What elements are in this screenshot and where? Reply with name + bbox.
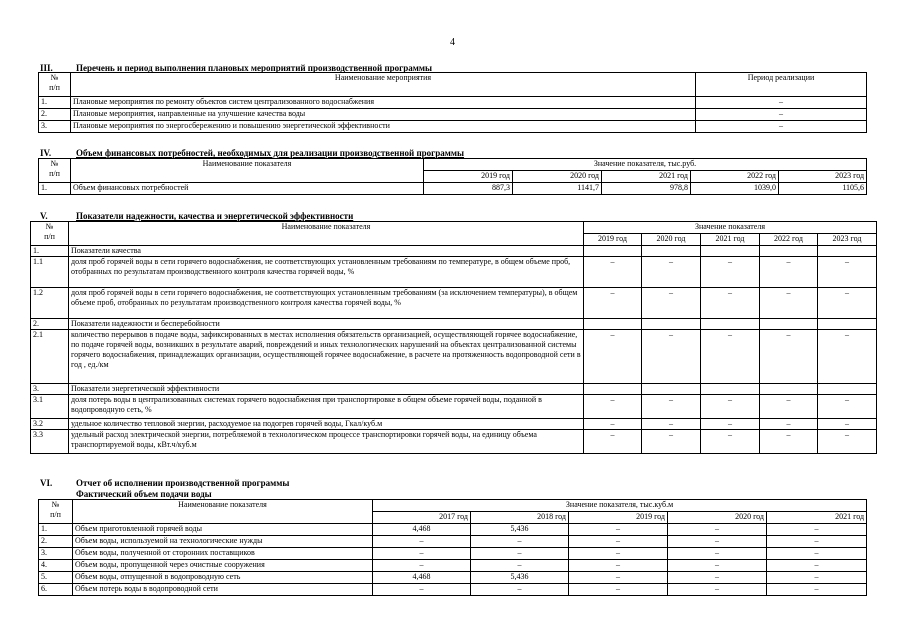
row-value: –	[818, 330, 877, 384]
header-year: 2023 год	[818, 234, 877, 246]
row-name: удельный расход электрической энергии, потребляемой в технологическом процессе транспортировки горячей воды, на единицу объема транспортируемой воды, кВт.ч/куб.м	[69, 430, 584, 454]
row-value: –	[818, 288, 877, 319]
row-value: –	[767, 524, 867, 536]
table-row	[39, 584, 867, 596]
row-number: 2.1	[31, 330, 69, 384]
header-value: Значение показателя	[584, 222, 877, 234]
section-5-title	[40, 211, 353, 221]
header-indicator-name: Наименование показателя	[73, 500, 373, 524]
row-name: Объем воды, полученной от сторонних поставщиков	[73, 548, 373, 560]
row-period: –	[696, 109, 867, 121]
row-value: –	[373, 548, 471, 560]
row-number: 3.2	[31, 419, 69, 430]
row-value: –	[569, 524, 668, 536]
row-number: 3.1	[31, 395, 69, 419]
row-value: –	[584, 330, 642, 384]
financial-needs-table	[38, 158, 867, 195]
row-number: 2.	[39, 109, 71, 121]
section-5-heading: Показатели надежности, качества и энергетической эффективности	[76, 211, 354, 221]
header-number: № п/п	[39, 500, 73, 524]
section-3-number: III.	[40, 63, 53, 73]
row-value: –	[471, 560, 569, 572]
row-value: 5,436	[471, 572, 569, 584]
section-4-number: IV.	[40, 148, 52, 158]
header-year: 2018 год	[471, 512, 569, 524]
header-activity-name: Наименование мероприятия	[71, 73, 696, 97]
row-value: –	[642, 330, 701, 384]
table-row	[31, 419, 877, 430]
row-value: –	[642, 288, 701, 319]
table-row-group	[31, 384, 877, 395]
planned-activities-table	[38, 72, 867, 133]
row-value: –	[701, 419, 760, 430]
table-row	[39, 183, 867, 195]
row-value: 5,436	[471, 524, 569, 536]
row-value: –	[471, 536, 569, 548]
table-row-group	[31, 246, 877, 257]
header-year: 2020 год	[668, 512, 767, 524]
row-value: –	[760, 288, 818, 319]
row-value: –	[569, 548, 668, 560]
section-6-title	[40, 478, 289, 488]
row-number: 3.	[39, 548, 73, 560]
row-value: 1105,6	[779, 183, 867, 195]
row-name: количество перерывов в подаче воды, зафиксированных в местах исполнения обязательств организацией, осуществляющей горячее водоснабжение, по подаче горячей воды, возникших в результате аварий, повреждений и иных технологических нарушений на объектах централизованной системы горячего водоснабжения, принадлежащих организации, осуществляющей горячее водоснабжение, в расчете на протяженность водопроводной сети в год , ед./км	[69, 330, 584, 384]
page-number: 4	[450, 37, 455, 48]
row-value: –	[373, 536, 471, 548]
row-value: –	[642, 257, 701, 288]
header-year: 2023 год	[779, 171, 867, 183]
header-year: 2022 год	[691, 171, 779, 183]
row-number: 3.3	[31, 430, 69, 454]
row-value: –	[569, 572, 668, 584]
row-value: 1141,7	[513, 183, 602, 195]
row-value: –	[668, 524, 767, 536]
row-value: –	[668, 560, 767, 572]
row-value: –	[569, 584, 668, 596]
row-value: –	[767, 572, 867, 584]
row-value: 4,468	[373, 572, 471, 584]
reliability-indicators-table	[30, 221, 877, 454]
table-row	[39, 97, 867, 109]
row-value: –	[584, 257, 642, 288]
table-row	[39, 536, 867, 548]
section-6-subtitle: Фактический объем подачи воды	[76, 489, 212, 499]
row-name: Показатели энергетической эффективности	[69, 384, 584, 395]
header-indicator-name: Наименование показателя	[71, 159, 424, 183]
row-value: –	[701, 330, 760, 384]
row-name: Показатели качества	[69, 246, 584, 257]
row-value: –	[668, 572, 767, 584]
row-value: –	[767, 560, 867, 572]
row-name: Объем приготовленной горячей воды	[73, 524, 373, 536]
row-value: –	[584, 395, 642, 419]
row-name: Объем воды, пропущенной через очистные сооружения	[73, 560, 373, 572]
row-value: –	[642, 395, 701, 419]
row-value: –	[668, 584, 767, 596]
row-value: –	[569, 536, 668, 548]
table-row	[31, 430, 877, 454]
header-value: Значение показателя, тыс.руб.	[424, 159, 867, 171]
row-name: Плановые мероприятия по энергосбережению и повышению энергетической эффективности	[71, 121, 696, 133]
row-value: –	[760, 257, 818, 288]
row-value: –	[767, 584, 867, 596]
row-name: Плановые мероприятия, направленные на улучшение качества воды	[71, 109, 696, 121]
row-value: 1039,0	[691, 183, 779, 195]
row-value: –	[767, 536, 867, 548]
header-year: 2020 год	[513, 171, 602, 183]
row-value: –	[701, 430, 760, 454]
row-name: удельное количество тепловой энергии, расходуемое на подогрев горячей воды, Гкал/куб.м	[69, 419, 584, 430]
header-year: 2022 год	[760, 234, 818, 246]
header-number: № п/п	[39, 159, 71, 183]
row-number: 1.	[39, 524, 73, 536]
table-row	[39, 572, 867, 584]
row-number: 3.	[31, 384, 69, 395]
row-name: Объем потерь воды в водопроводной сети	[73, 584, 373, 596]
row-value: –	[760, 395, 818, 419]
row-number: 3.	[39, 121, 71, 133]
row-value: –	[760, 430, 818, 454]
row-value: –	[818, 419, 877, 430]
section-4-heading: Объем финансовых потребностей, необходимых для реализации производственной программы	[76, 148, 465, 158]
row-value: 4,468	[373, 524, 471, 536]
table-row	[39, 121, 867, 133]
row-value: –	[471, 584, 569, 596]
water-supply-report-table	[38, 499, 867, 596]
row-value: –	[818, 430, 877, 454]
row-number: 4.	[39, 560, 73, 572]
row-name: доля проб горячей воды в сети горячего водоснабжения, не соответствующих установленным требованиям (за исключением температуры), в общем объеме проб, отобранных по результатам производственного контроля качества горячей воды, %	[69, 288, 584, 319]
row-value: –	[818, 257, 877, 288]
row-value: –	[760, 330, 818, 384]
table-row	[39, 109, 867, 121]
header-year: 2019 год	[584, 234, 642, 246]
header-year: 2019 год	[424, 171, 513, 183]
header-year: 2019 год	[569, 512, 668, 524]
row-name: Объем воды, отпущенной в водопроводную сеть	[73, 572, 373, 584]
row-number: 1.	[31, 246, 69, 257]
row-value: –	[701, 395, 760, 419]
row-value: –	[668, 536, 767, 548]
table-row	[31, 288, 877, 319]
row-number: 1.	[39, 183, 71, 195]
table-row	[31, 330, 877, 384]
row-name: доля проб горячей воды в сети горячего водоснабжения, не соответствующих установленным требованиям по температуре, в общем объеме проб, отобранных по результатам производственного контроля качества горячей воды, %	[69, 257, 584, 288]
header-period: Период реализации	[696, 73, 867, 97]
section-6-heading: Отчет об исполнении производственной программы	[76, 478, 290, 488]
section-4-title	[40, 148, 464, 158]
section-5-number: V.	[40, 211, 48, 221]
row-number: 6.	[39, 584, 73, 596]
row-period: –	[696, 97, 867, 109]
header-year: 2021 год	[767, 512, 867, 524]
header-number: № п/п	[31, 222, 69, 246]
row-number: 1.	[39, 97, 71, 109]
row-period: –	[696, 121, 867, 133]
row-value: –	[701, 257, 760, 288]
row-value: –	[642, 430, 701, 454]
header-number: № п/п	[39, 73, 71, 97]
header-indicator-name: Наименование показателя	[69, 222, 584, 246]
row-number: 5.	[39, 572, 73, 584]
row-name: Плановые мероприятия по ремонту объектов систем централизованного водоснабжения	[71, 97, 696, 109]
header-year: 2017 год	[373, 512, 471, 524]
section-6-number: VI.	[40, 478, 53, 488]
header-year: 2021 год	[602, 171, 691, 183]
header-year: 2021 год	[701, 234, 760, 246]
row-value: –	[471, 548, 569, 560]
table-row	[39, 548, 867, 560]
row-value: 978,8	[602, 183, 691, 195]
row-value: –	[767, 548, 867, 560]
row-value: –	[584, 288, 642, 319]
row-value: –	[701, 288, 760, 319]
header-value: Значение показателя, тыс.куб.м	[373, 500, 867, 512]
row-number: 2.	[31, 319, 69, 330]
row-name: доля потерь воды в централизованных системах горячего водоснабжения при транспортировке в общем объеме горячей воды, поданной в водопроводную сеть, %	[69, 395, 584, 419]
row-number: 2.	[39, 536, 73, 548]
row-value: –	[373, 584, 471, 596]
row-value: –	[569, 560, 668, 572]
table-row	[31, 395, 877, 419]
row-value: –	[760, 419, 818, 430]
row-value: –	[584, 430, 642, 454]
row-value: –	[584, 419, 642, 430]
section-3-heading: Перечень и период выполнения плановых мероприятий производственной программы	[76, 63, 433, 73]
row-value: 887,3	[424, 183, 513, 195]
row-number: 1.2	[31, 288, 69, 319]
row-number: 1.1	[31, 257, 69, 288]
row-value: –	[373, 560, 471, 572]
table-row	[39, 560, 867, 572]
row-name: Показатели надежности и бесперебойности	[69, 319, 584, 330]
row-name: Объем финансовых потребностей	[71, 183, 424, 195]
table-row-group	[31, 319, 877, 330]
row-value: –	[818, 395, 877, 419]
table-row	[39, 524, 867, 536]
header-year: 2020 год	[642, 234, 701, 246]
row-value: –	[668, 548, 767, 560]
table-row	[31, 257, 877, 288]
row-value: –	[642, 419, 701, 430]
row-name: Объем воды, используемой на технологические нужды	[73, 536, 373, 548]
